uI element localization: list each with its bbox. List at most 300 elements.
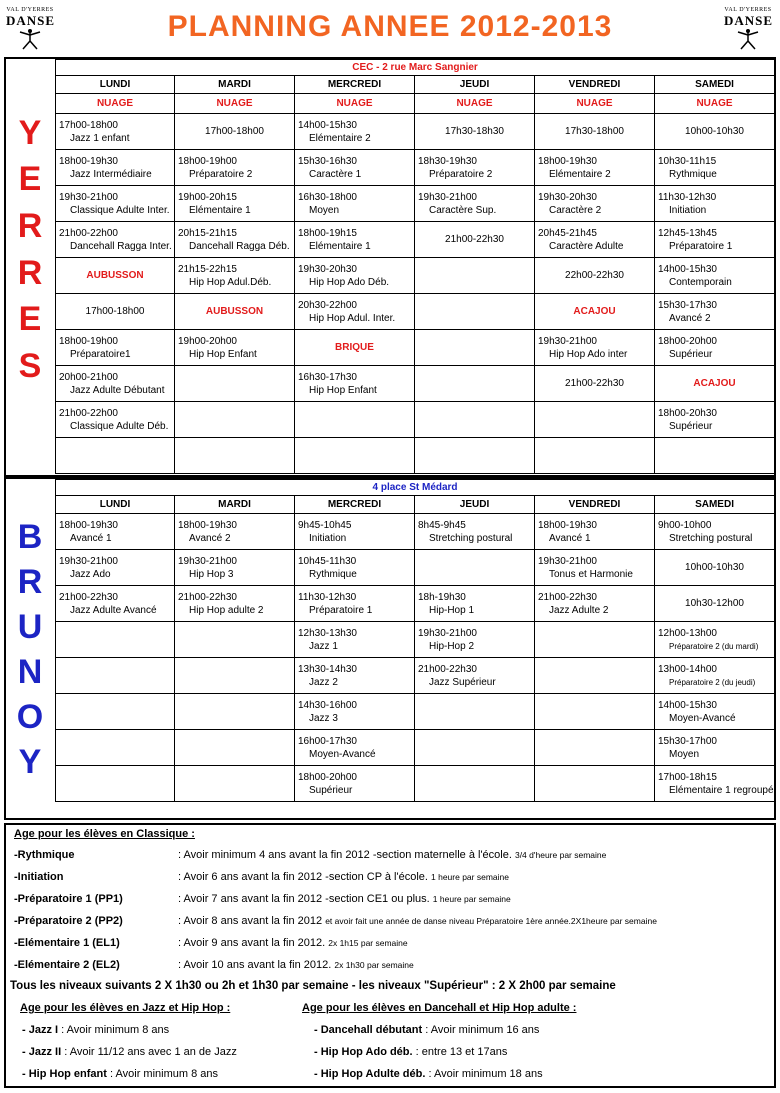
day-header: JEUDI <box>415 496 535 514</box>
yerres-cell <box>56 222 175 258</box>
brunoy-cell <box>175 550 295 586</box>
class-time: 18h-19h30 <box>418 591 466 603</box>
class-time: 12h30-13h30 <box>298 627 357 639</box>
class-time: 9h45-10h45 <box>298 519 352 531</box>
level-requirement <box>178 959 414 971</box>
class-name: Jazz Adulte Avancé <box>70 604 157 616</box>
dance-level <box>314 1046 507 1058</box>
yerres-cell <box>295 186 415 222</box>
jazz-title: Age pour les élèves en Jazz et Hip Hop : <box>20 1002 231 1014</box>
brunoy-cell <box>56 514 175 550</box>
class-name: Avancé 2 <box>189 532 231 544</box>
class-name: Jazz 2 <box>309 676 338 688</box>
brunoy-city-letter: B <box>17 518 43 556</box>
brunoy-city-letter: U <box>17 608 43 646</box>
level-requirement: : Avoir minimum 8 ans <box>61 1024 170 1036</box>
class-name: Jazz 3 <box>309 712 338 724</box>
class-time: 22h00-22h30 <box>565 270 624 281</box>
brunoy-cell <box>56 658 175 694</box>
requirement-text: : Avoir 8 ans avant la fin 2012 <box>178 915 326 927</box>
yerres-city-letter: E <box>18 160 42 199</box>
brunoy-cell <box>56 694 175 730</box>
yerres-cell <box>655 114 775 150</box>
brunoy-cell <box>415 550 535 586</box>
brunoy-cell <box>175 694 295 730</box>
yerres-cell <box>655 438 775 474</box>
class-time: 21h00-22h00 <box>59 227 118 239</box>
class-time: 10h00-10h30 <box>685 562 744 573</box>
logo-left-line1: VAL D'YERRES <box>6 7 54 13</box>
brunoy-cell <box>295 658 415 694</box>
class-name: Initiation <box>669 204 707 216</box>
yerres-cell <box>56 402 175 438</box>
class-time: 15h30-17h00 <box>658 735 717 747</box>
logo-right-line1: VAL D'YERRES <box>724 7 772 13</box>
brunoy-cell <box>175 766 295 802</box>
yerres-cell <box>535 222 655 258</box>
level-requirement: : Avoir minimum 8 ans <box>110 1068 219 1080</box>
brunoy-cell <box>655 658 775 694</box>
yerres-cell <box>295 438 415 474</box>
class-name: Avancé 1 <box>70 532 112 544</box>
level-label: - Jazz I <box>22 1024 62 1036</box>
brunoy-cell <box>415 622 535 658</box>
class-name: Hip-Hop 1 <box>429 604 475 616</box>
brunoy-cell <box>56 550 175 586</box>
class-name: Contemporain <box>669 276 732 288</box>
class-name: Préparatoire1 <box>70 348 131 360</box>
day-header: SAMEDI <box>655 76 775 94</box>
class-time: 15h30-16h30 <box>298 155 357 167</box>
room-label: NUAGE <box>295 94 415 114</box>
yerres-cell <box>655 222 775 258</box>
class-name: Jazz Ado <box>70 568 111 580</box>
class-name: Jazz Adulte 2 <box>549 604 609 616</box>
jazz-level <box>22 1046 237 1058</box>
class-time: 19h30-21h00 <box>538 335 597 347</box>
class-name: Elémentaire 2 <box>309 132 371 144</box>
class-name: Avancé 1 <box>549 532 591 544</box>
class-name: Initiation <box>309 532 347 544</box>
yerres-cell <box>415 186 535 222</box>
brunoy-city-label <box>6 515 54 785</box>
class-name: Supérieur <box>669 348 713 360</box>
class-time: 20h30-22h00 <box>298 299 357 311</box>
brunoy-cell <box>415 658 535 694</box>
class-name: Rythmique <box>669 168 717 180</box>
yerres-schedule-table <box>55 59 775 474</box>
requirement-text: : Avoir 6 ans avant la fin 2012 -section CP à l'école. <box>178 871 432 883</box>
class-time: 18h00-20h00 <box>658 335 717 347</box>
yerres-cell <box>56 294 175 330</box>
level-requirement: : Avoir minimum 16 ans <box>425 1024 540 1036</box>
brunoy-cell <box>535 658 655 694</box>
class-name: Dancehall Ragga Déb. <box>189 240 290 252</box>
yerres-cell <box>295 150 415 186</box>
brunoy-cell <box>535 586 655 622</box>
brunoy-cell <box>295 550 415 586</box>
yerres-city-letter: Y <box>18 113 42 152</box>
class-name: Moyen <box>309 204 340 216</box>
level-requirement <box>178 937 408 949</box>
yerres-cell <box>535 186 655 222</box>
class-time: 20h45-21h45 <box>538 227 597 239</box>
brunoy-cell <box>415 514 535 550</box>
class-name: Tonus et Harmonie <box>549 568 633 580</box>
level-label: -Elémentaire 2 (EL2) <box>14 959 120 971</box>
brunoy-cell <box>56 730 175 766</box>
brunoy-cell <box>655 766 775 802</box>
yerres-cell <box>415 114 535 150</box>
yerres-city-letter: S <box>18 347 42 386</box>
requirement-note: et avoir fait une année de danse niveau Préparatoire 1ère année.2X1heure par semaine <box>325 916 657 926</box>
yerres-cell <box>655 330 775 366</box>
brunoy-cell <box>655 622 775 658</box>
yerres-cell <box>655 294 775 330</box>
brunoy-cell <box>295 766 415 802</box>
brunoy-cell <box>535 694 655 730</box>
day-header: MERCREDI <box>295 76 415 94</box>
class-time: 9h00-10h00 <box>658 519 712 531</box>
class-name: Hip Hop adulte 2 <box>189 604 264 616</box>
level-requirement <box>178 915 657 927</box>
class-time: 18h00-19h30 <box>59 155 118 167</box>
yerres-cell <box>175 222 295 258</box>
class-name: Hip Hop Adul.Déb. <box>189 276 272 288</box>
class-time: 21h00-22h30 <box>59 591 118 603</box>
yerres-cell <box>535 438 655 474</box>
brunoy-cell <box>295 514 415 550</box>
class-time: 17h30-18h30 <box>445 126 504 137</box>
yerres-cell <box>175 114 295 150</box>
level-label: -Préparatoire 1 (PP1) <box>14 893 123 905</box>
class-name: Moyen-Avancé <box>669 712 736 724</box>
class-name: Stretching postural <box>429 532 513 544</box>
class-time: 11h30-12h30 <box>658 191 717 203</box>
class-name: Caractère 1 <box>309 168 362 180</box>
class-time: 18h00-20h30 <box>658 407 717 419</box>
dance-level <box>314 1024 539 1036</box>
day-header: MARDI <box>175 496 295 514</box>
class-time: 19h00-20h00 <box>178 335 237 347</box>
classique-title: Age pour les élèves en Classique : <box>14 828 195 840</box>
yerres-cell <box>535 114 655 150</box>
brunoy-city-letter: N <box>17 653 43 691</box>
class-time: 10h00-10h30 <box>685 126 744 137</box>
class-name: Rythmique <box>309 568 357 580</box>
class-name: Préparatoire 2 (du jeudi) <box>669 677 756 687</box>
class-time: 18h00-20h00 <box>298 771 357 783</box>
yerres-city-letter: E <box>18 300 42 339</box>
room-label: NUAGE <box>655 94 775 114</box>
brunoy-cell <box>655 694 775 730</box>
yerres-cell <box>655 186 775 222</box>
brunoy-cell <box>655 514 775 550</box>
class-name: Hip Hop Ado Déb. <box>309 276 390 288</box>
level-label: -Initiation <box>14 871 64 883</box>
yerres-cell <box>655 150 775 186</box>
brunoy-cell <box>175 586 295 622</box>
class-time: 18h30-19h30 <box>418 155 477 167</box>
class-name: Classique Adulte Inter. <box>70 204 170 216</box>
day-header: LUNDI <box>56 76 175 94</box>
level-label: - Dancehall débutant <box>314 1024 426 1036</box>
day-header: SAMEDI <box>655 496 775 514</box>
page-title: PLANNING ANNEE 2012-2013 <box>167 10 613 43</box>
level-label: - Jazz II <box>22 1046 65 1058</box>
class-name: Jazz 1 <box>309 640 338 652</box>
yerres-cell <box>535 330 655 366</box>
yerres-cell <box>655 258 775 294</box>
class-time: 16h00-17h30 <box>298 735 357 747</box>
logo-right-line2: DANSE <box>724 13 774 28</box>
class-name: Moyen <box>669 748 700 760</box>
class-time: 12h45-13h45 <box>658 227 717 239</box>
class-time: 21h00-22h30 <box>178 591 237 603</box>
class-name: Jazz Intermédiaire <box>70 168 152 180</box>
requirement-note: 1 heure par semaine <box>432 894 511 904</box>
class-time: 18h00-19h30 <box>178 519 237 531</box>
day-header: LUNDI <box>56 496 175 514</box>
brunoy-cell <box>175 514 295 550</box>
yerres-cell <box>295 114 415 150</box>
yerres-room-label: ACAJOU <box>535 294 655 330</box>
summary-line: Tous les niveaux suivants 2 X 1h30 ou 2h et 1h30 par semaine - les niveaux "Supérieur" : 2 X 2h00 par semaine <box>10 980 616 992</box>
class-name: Supérieur <box>309 784 353 796</box>
class-time: 8h45-9h45 <box>418 519 466 531</box>
yerres-room-label: AUBUSSON <box>56 258 175 294</box>
class-name: Classique Adulte Déb. <box>70 420 169 432</box>
class-time: 16h30-18h00 <box>298 191 357 203</box>
yerres-cell <box>175 150 295 186</box>
class-name: Hip Hop 3 <box>189 568 234 580</box>
yerres-cell <box>295 258 415 294</box>
class-time: 11h30-12h30 <box>298 591 357 603</box>
yerres-cell <box>56 330 175 366</box>
brunoy-cell <box>655 730 775 766</box>
brunoy-venue: 4 place St Médard <box>56 480 775 496</box>
class-time: 14h30-16h00 <box>298 699 357 711</box>
class-name: Caractère Adulte <box>549 240 624 252</box>
class-name: Préparatoire 1 <box>309 604 373 616</box>
jazz-level <box>22 1024 169 1036</box>
yerres-cell <box>56 150 175 186</box>
class-name: Hip Hop Enfant <box>309 384 377 396</box>
class-time: 15h30-17h30 <box>658 299 717 311</box>
brunoy-cell <box>535 514 655 550</box>
class-time: 10h30-12h00 <box>685 598 744 609</box>
class-time: 14h00-15h30 <box>658 699 717 711</box>
class-name: Hip-Hop 2 <box>429 640 475 652</box>
level-requirement: : Avoir 11/12 ans avec 1 an de Jazz <box>64 1046 237 1058</box>
class-time: 20h15-21h15 <box>178 227 237 239</box>
yerres-cell <box>295 222 415 258</box>
class-time: 18h00-19h00 <box>178 155 237 167</box>
yerres-cell <box>415 222 535 258</box>
yerres-cell <box>535 366 655 402</box>
brunoy-city-letter: R <box>17 563 43 601</box>
class-time: 18h00-19h30 <box>59 519 118 531</box>
room-label: NUAGE <box>175 94 295 114</box>
yerres-cell <box>415 438 535 474</box>
yerres-cell <box>175 186 295 222</box>
brunoy-city-letter: Y <box>18 743 42 781</box>
yerres-city-label <box>6 110 54 390</box>
class-time: 17h30-18h00 <box>565 126 624 137</box>
level-label: - Hip Hop Ado déb. <box>314 1046 416 1058</box>
yerres-cell <box>535 402 655 438</box>
yerres-room-label: BRIQUE <box>295 330 415 366</box>
day-header: VENDREDI <box>535 76 655 94</box>
class-name: Préparatoire 2 <box>429 168 493 180</box>
brunoy-cell <box>295 694 415 730</box>
yerres-room-label: ACAJOU <box>655 366 775 402</box>
class-time: 10h45-11h30 <box>298 555 357 567</box>
yerres-room-label: AUBUSSON <box>175 294 295 330</box>
class-time: 21h00-22h30 <box>445 234 504 245</box>
info-section <box>4 823 776 1088</box>
class-name: Hip Hop Adul. Inter. <box>309 312 396 324</box>
class-time: 19h30-21h00 <box>59 191 118 203</box>
room-label: NUAGE <box>535 94 655 114</box>
yerres-cell <box>535 258 655 294</box>
brunoy-schedule-table <box>55 479 775 802</box>
class-name: Jazz Supérieur <box>429 676 496 688</box>
requirement-text: : Avoir 10 ans avant la fin 2012. <box>178 959 335 971</box>
room-label: NUAGE <box>56 94 175 114</box>
brunoy-cell <box>56 622 175 658</box>
yerres-cell <box>175 258 295 294</box>
requirement-text: : Avoir 7 ans avant la fin 2012 -section CE1 ou plus. <box>178 893 433 905</box>
class-name: Elémentaire 2 <box>549 168 611 180</box>
class-name: Hip Hop Ado inter <box>549 348 628 360</box>
yerres-venue: CEC - 2 rue Marc Sangnier <box>56 60 775 76</box>
class-time: 10h30-11h15 <box>658 155 717 167</box>
yerres-cell <box>655 402 775 438</box>
day-header: JEUDI <box>415 76 535 94</box>
yerres-cell <box>415 402 535 438</box>
requirement-text: : Avoir minimum 4 ans avant la fin 2012 -section maternelle à l'école. <box>178 849 515 861</box>
yerres-cell <box>175 402 295 438</box>
class-name: Préparatoire 2 <box>189 168 253 180</box>
yerres-cell <box>535 150 655 186</box>
class-name: Supérieur <box>669 420 713 432</box>
class-time: 18h00-19h15 <box>298 227 357 239</box>
brunoy-cell <box>175 658 295 694</box>
class-name: Dancehall Ragga Inter. <box>70 240 172 252</box>
class-time: 19h30-21h00 <box>178 555 237 567</box>
class-time: 20h00-21h00 <box>59 371 118 383</box>
class-time: 17h00-18h00 <box>59 119 118 131</box>
class-time: 18h00-19h00 <box>59 335 118 347</box>
requirement-note: 2x 1h15 par semaine <box>328 938 408 948</box>
class-name: Jazz Adulte Débutant <box>70 384 165 396</box>
yerres-city-letter: R <box>17 207 43 246</box>
brunoy-cell <box>535 766 655 802</box>
requirement-text: : Avoir 9 ans avant la fin 2012. <box>178 937 329 949</box>
level-label: - Hip Hop Adulte déb. <box>314 1068 429 1080</box>
class-time: 19h30-20h30 <box>298 263 357 275</box>
level-label: -Rythmique <box>14 849 75 861</box>
class-time: 19h00-20h15 <box>178 191 237 203</box>
day-header: MERCREDI <box>295 496 415 514</box>
yerres-cell <box>175 438 295 474</box>
brunoy-cell <box>295 730 415 766</box>
brunoy-cell <box>535 730 655 766</box>
requirement-note: 2x 1h30 par semaine <box>334 960 414 970</box>
class-name: Préparatoire 2 (du mardi) <box>669 641 759 651</box>
day-header: MARDI <box>175 76 295 94</box>
class-time: 21h00-22h30 <box>418 663 477 675</box>
class-name: Jazz 1 enfant <box>70 132 130 144</box>
brunoy-cell <box>56 766 175 802</box>
level-requirement: : Avoir minimum 18 ans <box>428 1068 543 1080</box>
jazz-level <box>22 1068 218 1080</box>
class-name: Caractère 2 <box>549 204 602 216</box>
class-time: 13h30-14h30 <box>298 663 357 675</box>
class-time: 19h30-21h00 <box>59 555 118 567</box>
yerres-cell <box>295 294 415 330</box>
level-label: - Hip Hop enfant <box>22 1068 110 1080</box>
class-time: 19h30-21h00 <box>418 191 477 203</box>
yerres-cell <box>295 366 415 402</box>
class-name: Elémentaire 1 <box>189 204 251 216</box>
yerres-cell <box>415 150 535 186</box>
class-time: 21h15-22h15 <box>178 263 237 275</box>
class-time: 19h30-21h00 <box>418 627 477 639</box>
brunoy-cell <box>535 622 655 658</box>
level-requirement <box>178 849 606 861</box>
yerres-cell <box>295 402 415 438</box>
brunoy-cell <box>415 766 535 802</box>
brunoy-cell <box>535 550 655 586</box>
yerres-cell <box>415 366 535 402</box>
class-name: Hip Hop Enfant <box>189 348 257 360</box>
brunoy-cell <box>175 730 295 766</box>
dance-level <box>314 1068 543 1080</box>
logo-left-line2: DANSE <box>6 13 56 28</box>
class-name: Caractère Sup. <box>429 204 497 216</box>
class-time: 18h00-19h30 <box>538 155 597 167</box>
class-name: Elémentaire 1 regroupé <box>669 784 774 796</box>
level-requirement <box>178 871 509 883</box>
level-label: -Elémentaire 1 (EL1) <box>14 937 120 949</box>
room-label: NUAGE <box>415 94 535 114</box>
yerres-cell <box>56 186 175 222</box>
class-time: 18h00-19h30 <box>538 519 597 531</box>
class-time: 21h00-22h30 <box>565 378 624 389</box>
class-time: 19h30-21h00 <box>538 555 597 567</box>
yerres-cell <box>415 258 535 294</box>
yerres-cell <box>56 366 175 402</box>
class-name: Moyen-Avancé <box>309 748 376 760</box>
class-time: 12h00-13h00 <box>658 627 717 639</box>
yerres-cell <box>56 114 175 150</box>
brunoy-cell <box>175 622 295 658</box>
brunoy-cell <box>655 550 775 586</box>
class-time: 14h00-15h30 <box>298 119 357 131</box>
yerres-cell <box>56 438 175 474</box>
dance-title: Age pour les élèves en Dancehall et Hip Hop adulte : <box>302 1002 577 1014</box>
class-time: 17h00-18h15 <box>658 771 717 783</box>
level-requirement <box>178 893 511 905</box>
requirement-note: 1 heure par semaine <box>431 872 509 882</box>
class-name: Elémentaire 1 <box>309 240 371 252</box>
yerres-cell <box>415 294 535 330</box>
brunoy-cell <box>415 694 535 730</box>
yerres-city-letter: R <box>17 253 43 292</box>
class-name: Stretching postural <box>669 532 753 544</box>
